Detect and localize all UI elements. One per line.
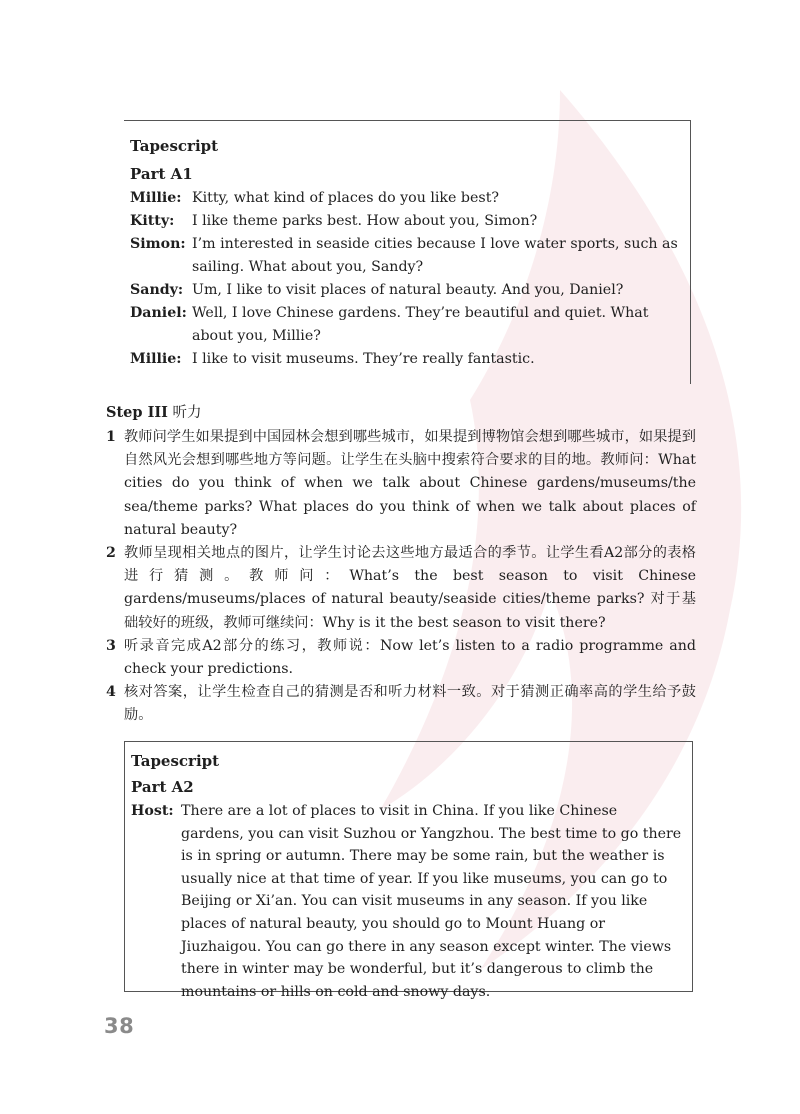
dialogue-line (130, 210, 678, 233)
tapescript-a2-title: Tapescript (131, 752, 220, 770)
list-item (106, 542, 696, 635)
speaker-label: Simon: (130, 236, 186, 252)
dialogue-text: Um, I like to visit places of natural beauty. And you, Daniel? (192, 282, 624, 298)
step-title (106, 402, 696, 424)
item-text: 教师呈现相关地点的图片，让学生讨论去这些地方最适合的季节。让学生看A2部分的表格进行猜测。教师问：What’s the best season to visit Chinese gardens/museums/places of natural beauty/seaside cities/theme parks? 对于基础较好的班级，教师可继续问：Why is it the best season to visit there? (124, 545, 696, 631)
item-number: 2 (106, 545, 116, 562)
dialogue-text: Kitty, what kind of places do you like best? (192, 190, 499, 206)
tapescript-a1-title: Tapescript (130, 137, 219, 155)
dialogue-text: I’m interested in seaside cities because I love water sports, such as sailing. What about you, Sandy? (192, 236, 678, 275)
dialogue-text: I like to visit museums. They’re really fantastic. (192, 351, 535, 367)
tapescript-a2-box (124, 741, 693, 1000)
dialogue-line (130, 279, 678, 302)
dialogue-line (131, 800, 682, 1003)
dialogue-line (130, 348, 678, 371)
item-number: 3 (106, 637, 116, 654)
item-number: 1 (106, 429, 116, 445)
speaker-label: Host: (131, 803, 174, 819)
dialogue-text: Well, I love Chinese gardens. They’re beautiful and quiet. What about you, Millie? (192, 305, 649, 344)
list-item (106, 681, 696, 727)
part-a1-title: Part A1 (130, 165, 193, 183)
speaker-label: Millie: (130, 190, 182, 206)
list-item (106, 426, 696, 542)
item-number: 4 (106, 684, 116, 701)
step-iii-section (106, 402, 696, 728)
dialogue-line (130, 187, 678, 210)
dialogue-line (130, 233, 678, 279)
part-a2-title: Part A2 (131, 778, 194, 796)
item-text: 核对答案，让学生检查自己的猜测是否和听力材料一致。对于猜测正确率高的学生给予鼓励。 (124, 684, 696, 724)
dialogue-text: I like theme parks best. How about you, Simon? (192, 213, 538, 229)
list-item (106, 635, 696, 681)
item-text: 听录音完成A2部分的练习，教师说：Now let’s listen to a radio programme and check your predictions. (124, 637, 696, 678)
dialogue-text: There are a lot of places to visit in China. If you like Chinese gardens, you can visit Suzhou or Yangzhou. The best time to go there is in spring or autumn. There may be some rain, but the weather is usually nice at that time of year. If you like museums, you can go to Beijing or Xi’an. You can visit museums in any season. If you like places of natural beauty, you should go to Mount Huang or Jiuzhaigou. You can go there in any season except winter. The views there in winter may be wonderful, but it’s dangerous to climb the mountains or hills on cold and snowy days. (181, 803, 682, 1000)
item-text: 教师问学生如果提到中国园林会想到哪些城市，如果提到博物馆会想到哪些城市，如果提到自然风光会想到哪些地方等问题。让学生在头脑中搜索符合要求的目的地。教师问：What cities do you think of when we talk about Chinese gardens/museums/the sea/theme parks? What places do you think of when we talk about places of natural beauty? (124, 429, 696, 538)
page-number: 38 (104, 1014, 135, 1038)
dialogue-line (130, 302, 678, 348)
speaker-label: Millie: (130, 351, 182, 367)
speaker-label: Daniel: (130, 305, 187, 321)
step-title-en: Step III (106, 404, 168, 421)
speaker-label: Kitty: (130, 213, 175, 229)
speaker-label: Sandy: (130, 282, 184, 298)
tapescript-a1-box (124, 120, 691, 384)
step-title-cn: 听力 (172, 405, 202, 421)
